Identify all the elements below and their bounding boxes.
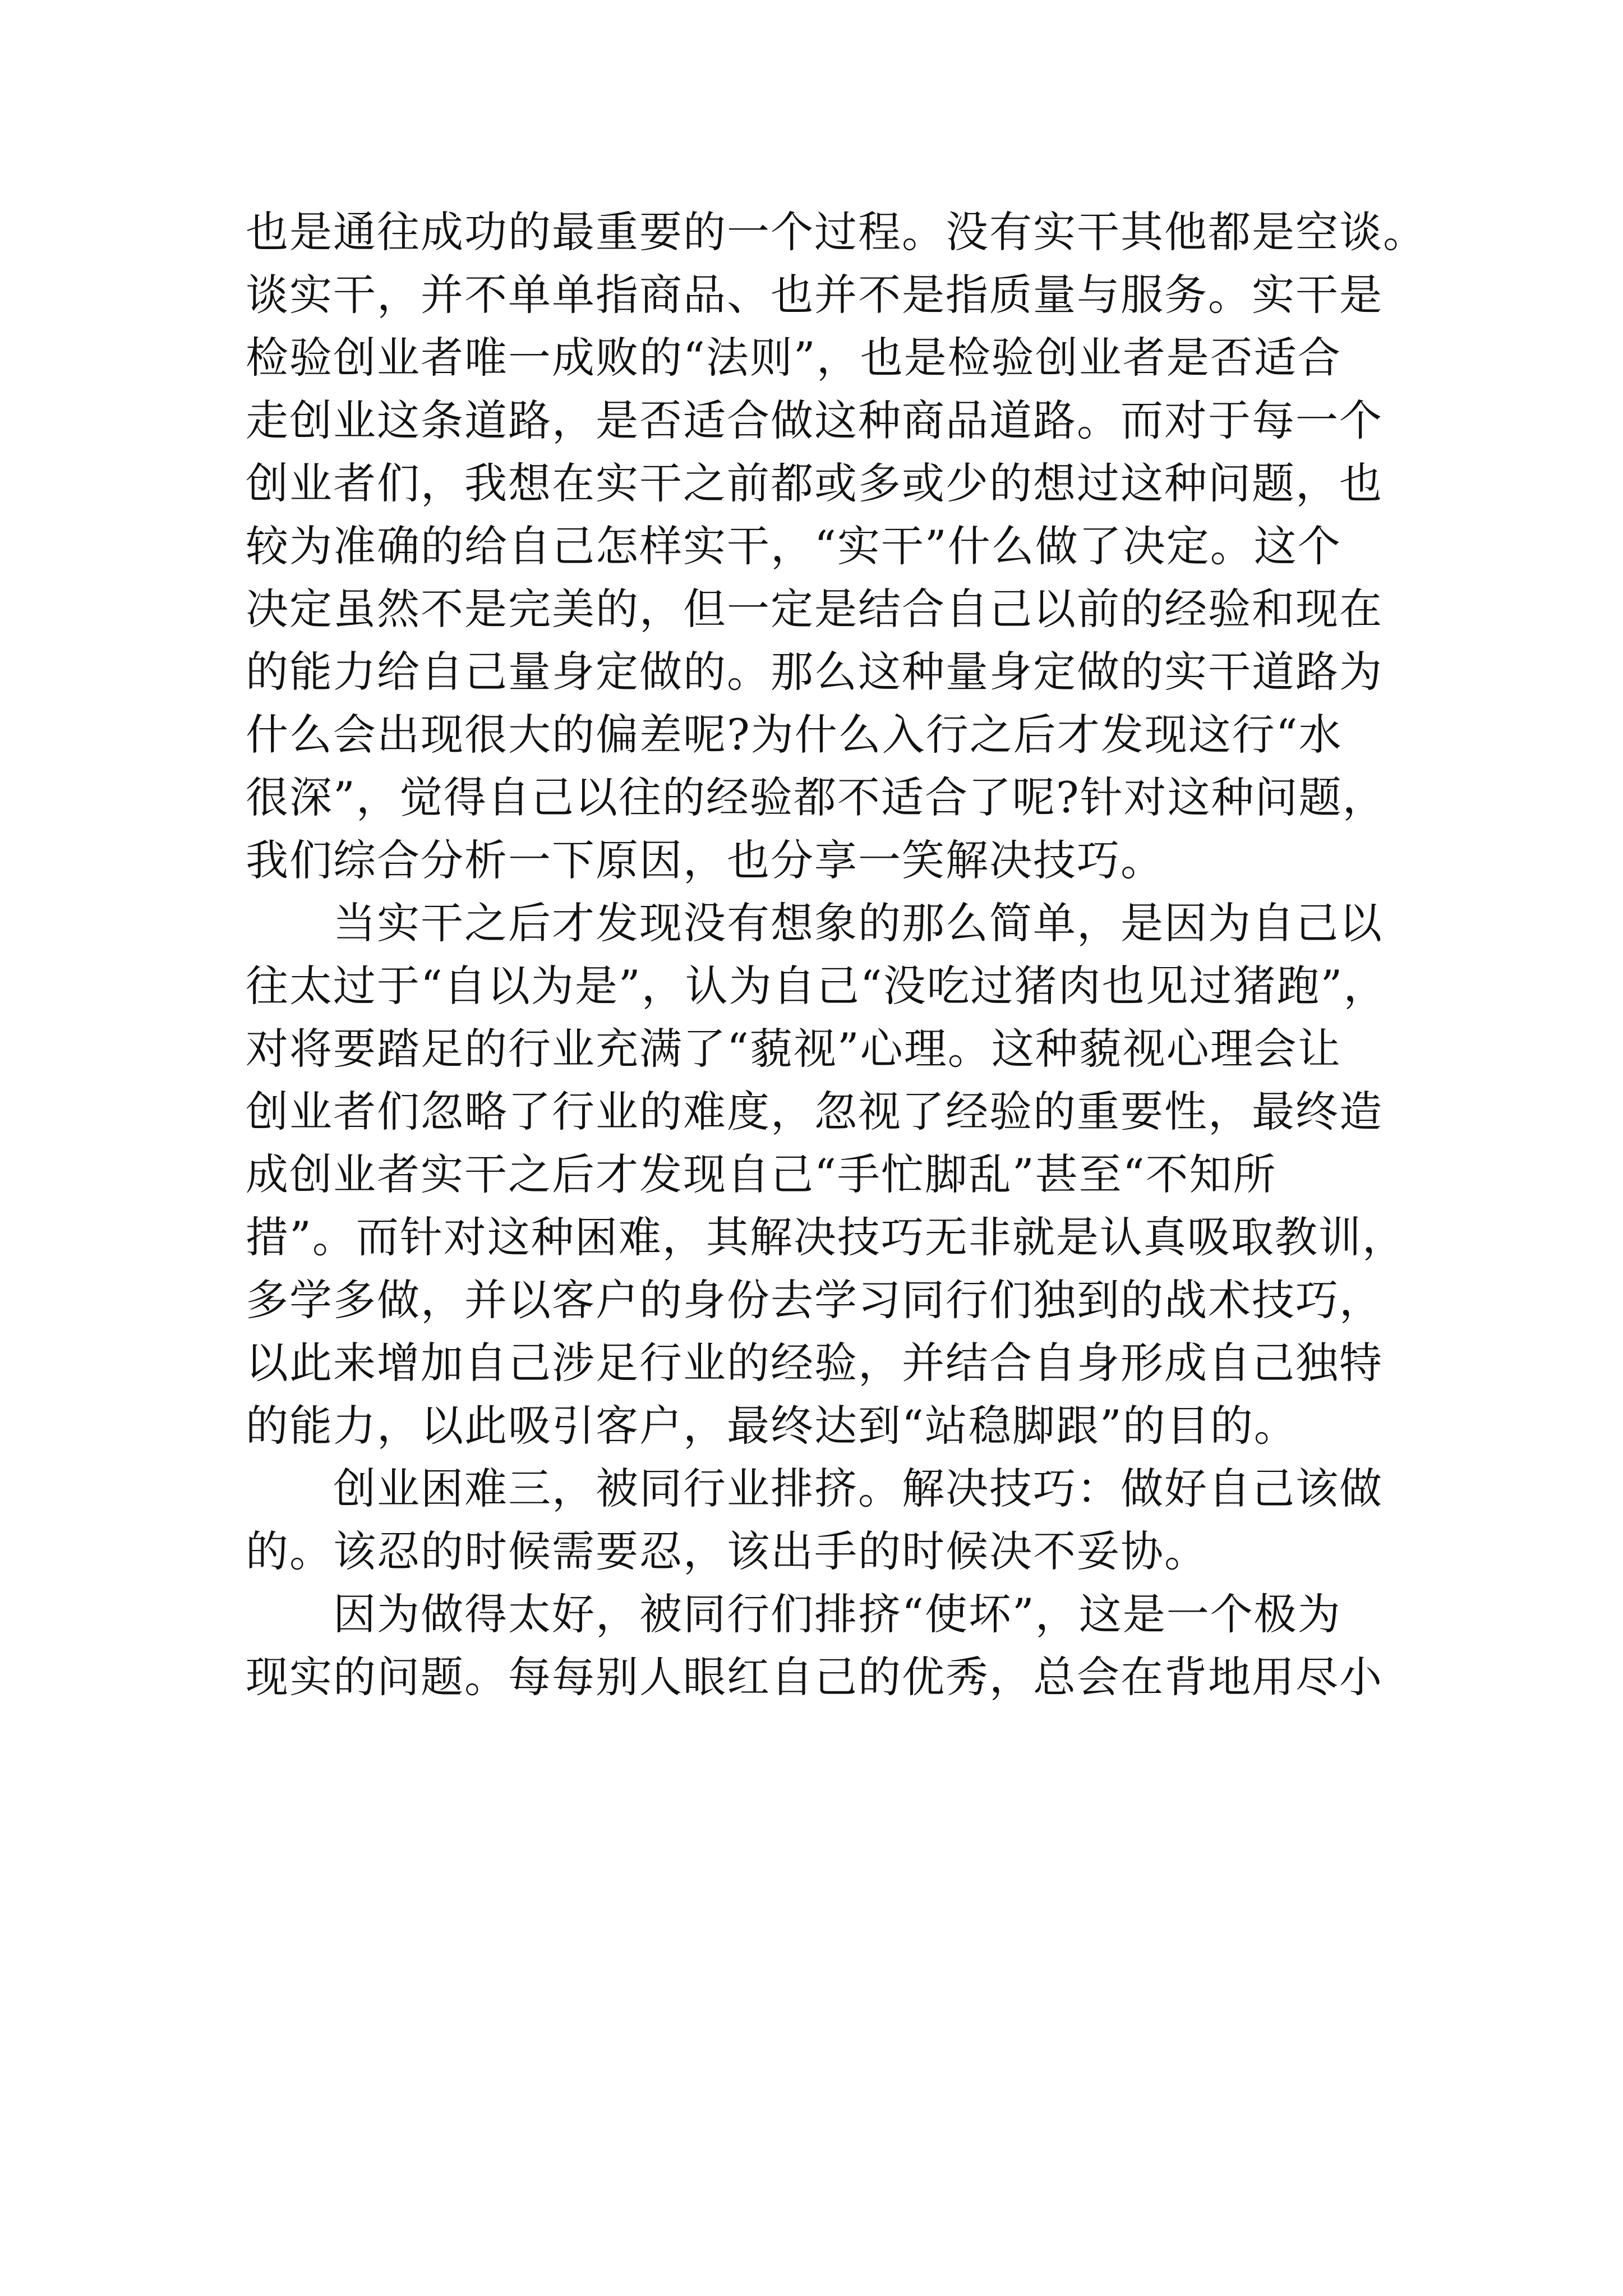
text-line: 走创业这条道路，是否适合做这种商品道路。而对于每一个: [246, 395, 1383, 445]
text-line: 决定虽然不是完美的，但一定是结合自己以前的经验和现在: [246, 584, 1383, 634]
text-line: 的。该忍的时候需要忍，该出手的时候决不妥协。: [246, 1526, 1208, 1576]
paragraph-first-line: 当实干之后才发现没有想象的那么简单，是因为自己以: [333, 898, 1383, 948]
text-line: 的能力给自己量身定做的。那么这种量身定做的实干道路为: [246, 647, 1383, 697]
text-line: 创业者们忽略了行业的难度，忽视了经验的重要性，最终造: [246, 1087, 1383, 1137]
document-body: [246, 201, 1451, 1709]
text-line: 现实的问题。每每别人眼红自己的优秀，总会在背地用尽小: [246, 1652, 1383, 1702]
text-line: 什么会出现很大的偏差呢?为什么入行之后才发现这行“水: [246, 710, 1343, 760]
text-line: 我们综合分析一下原因，也分享一笑解决技巧。: [246, 835, 1164, 885]
paragraph-first-line: 因为做得太好，被同行们排挤“使坏”，这是一个极为: [333, 1589, 1341, 1639]
text-line: 很深”，觉得自己以往的经验都不适合了呢?针对这种问题，: [246, 772, 1386, 822]
text-line: 以此来增加自己涉足行业的经验，并结合自身形成自己独特: [246, 1338, 1383, 1388]
text-line: 多学多做，并以客户的身份去学习同行们独到的战术技巧，: [246, 1275, 1383, 1325]
text-line: 成创业者实干之后才发现自己“手忙脚乱”甚至“不知所: [246, 1149, 1277, 1199]
text-line: 往太过于“自以为是”，认为自己“没吃过猪肉也见过猪跑”，: [246, 961, 1387, 1011]
text-line: 的能力，以此吸引客户，最终达到“站稳脚跟”的目的。: [246, 1401, 1298, 1451]
text-line: 检验创业者唯一成败的“法则”，也是检验创业者是否适合: [246, 333, 1341, 383]
text-line: 谈实干，并不单单指商品、也并不是指质量与服务。实干是: [246, 270, 1383, 320]
text-line: 创业者们，我想在实干之前都或多或少的想过这种问题，也: [246, 458, 1383, 508]
text-line: 较为准确的给自己怎样实干，“实干”什么做了决定。这个: [246, 521, 1341, 571]
paragraph-first-line: 创业困难三，被同行业排挤。解决技巧：做好自己该做: [333, 1464, 1383, 1513]
text-line: 措”。而针对这种困难，其解决技巧无非就是认真吸取教训，: [246, 1212, 1406, 1262]
text-line: 也是通往成功的最重要的一个过程。没有实干其他都是空谈。: [246, 207, 1427, 257]
text-line: 对将要踏足的行业充满了“藐视”心理。这种藐视心理会让: [246, 1024, 1341, 1074]
